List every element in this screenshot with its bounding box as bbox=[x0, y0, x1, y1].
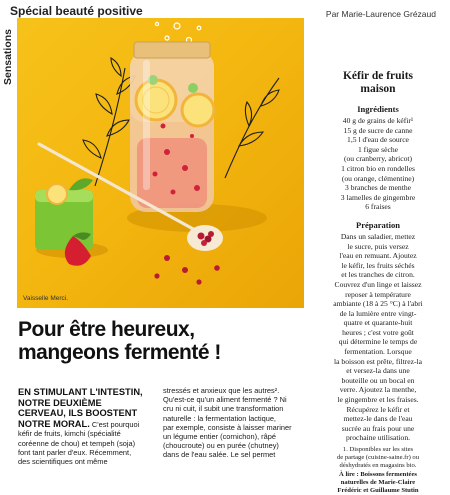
body-line: coréenne de chou) et tempeh (soja) bbox=[18, 438, 136, 448]
lead-line: NOTRE MORAL. bbox=[18, 418, 90, 429]
recipe-title bbox=[309, 70, 447, 96]
ingredient-item: 3 branches de menthe bbox=[345, 183, 411, 193]
ingredient-item: 1 figue sèche bbox=[357, 144, 399, 154]
recipe-sidebar bbox=[309, 70, 447, 495]
body-line: par exemple, consiste à laisser mariner bbox=[163, 422, 292, 432]
ingredient-item: 6 fraises bbox=[365, 202, 391, 212]
lead-line: CERVEAU, ILS BOOSTENT bbox=[18, 408, 138, 419]
kefir-photo bbox=[17, 18, 304, 308]
ingredient-item: (ou cranberry, abricot) bbox=[343, 154, 413, 164]
preparation-line: sucrée au frais pour une bbox=[341, 423, 415, 433]
preparation-line: et versez-la dans une bbox=[346, 366, 410, 376]
lead-line: NOTRE DEUXIÈME bbox=[18, 397, 102, 408]
body-line: naturelle : la fermentation lactique, bbox=[163, 413, 276, 423]
preparation-heading: Préparation bbox=[356, 219, 400, 230]
vertical-section-label bbox=[1, 22, 15, 92]
book-reference-line: Frédéric et Guillaume Stutin bbox=[337, 487, 419, 495]
bubbles bbox=[155, 22, 200, 42]
preparation-line: Récupérez le kéfir et bbox=[346, 404, 410, 414]
preparation-line: qui détermine le temps de bbox=[338, 337, 418, 347]
lead-line: EN STIMULANT L'INTESTIN, bbox=[18, 387, 143, 397]
preparation-line: le kéfir, les fruits séchés bbox=[341, 260, 415, 270]
ingredient-item: 3 lamelles de gingembre bbox=[340, 192, 416, 202]
preparation-line: reposer à température bbox=[345, 289, 411, 299]
headline-line1: Pour être heureux, bbox=[18, 318, 195, 341]
recipe-footnote bbox=[309, 446, 447, 495]
preparation-line: fermentation. Lorsque bbox=[344, 347, 412, 357]
preparation-line: l'eau en remuant. Ajoutez bbox=[339, 251, 417, 261]
body-line: stressés et anxieux que les autres². bbox=[163, 386, 280, 395]
mason-jar bbox=[130, 42, 214, 212]
body-line: font tant parler d'eux. Récemment, bbox=[18, 447, 132, 457]
ingredient-item: 40 g de grains de kéfir¹ bbox=[342, 116, 414, 125]
section-tag: Spécial beauté positive bbox=[10, 4, 143, 18]
photo-credit: Vaisselle Merci. bbox=[23, 295, 69, 302]
preparation-line: heures ; c'est votre goût bbox=[342, 327, 414, 337]
lead-final-line bbox=[18, 419, 151, 430]
article-headline bbox=[18, 318, 308, 364]
footnote-line: 1. Disponibles sur les sites bbox=[342, 446, 414, 453]
footnote-line: déshydratés en magasins bio. bbox=[339, 462, 417, 470]
author-byline: Par Marie-Laurence Grézaud bbox=[325, 9, 436, 19]
preparation-text bbox=[309, 232, 447, 443]
preparation-line: mettez-le dans de l'eau bbox=[343, 414, 413, 424]
preparation-line: verre. Ajoutez la menthe, bbox=[339, 385, 417, 395]
ingredients-list bbox=[309, 116, 447, 212]
body-line: cru ni cuit, il subit une transformation bbox=[163, 404, 284, 414]
cranberries bbox=[154, 255, 219, 285]
recipe-title-line2: maison bbox=[360, 83, 396, 95]
ingredient-item: (ou orange, clémentine) bbox=[341, 173, 415, 183]
body-line: des scientifiques ont même bbox=[18, 456, 108, 466]
preparation-line: et les tranches de citron. bbox=[341, 270, 415, 280]
preparation-line: Dans un saladier, mettez bbox=[340, 231, 416, 241]
preparation-line: ambiante (18 à 25 °C) à l'abri bbox=[333, 299, 423, 309]
body-line: kéfir de fruits, kimchi (spécialité bbox=[18, 429, 121, 439]
article-column-2 bbox=[163, 386, 303, 460]
kefir-photo-illustration bbox=[17, 18, 304, 308]
preparation-line: de la lumière entre vingt- bbox=[339, 308, 417, 318]
preparation-line: la boisson est prête, filtrez-la bbox=[334, 356, 422, 366]
body-line: dans de l'eau salée. Le sel permet bbox=[163, 450, 276, 460]
leaf-sketch-right bbox=[225, 78, 279, 178]
ingredient-item: 1,5 l d'eau de source bbox=[347, 135, 409, 145]
preparation-line: le sucre, puis versez bbox=[347, 241, 409, 251]
body-line: Qu'est-ce qu'un aliment fermenté ? Ni bbox=[163, 395, 287, 405]
book-reference-line: naturelles de Marie-Claire bbox=[340, 478, 416, 486]
ingredients-heading: Ingrédients bbox=[357, 104, 399, 114]
ingredient-item: 15 g de sucre de canne bbox=[343, 125, 413, 135]
preparation-line: le gingembre et les fraises. bbox=[337, 395, 419, 405]
preparation-line: quatre et quarante-huit bbox=[343, 318, 413, 328]
ingredient-item: 1 citron bio en rondelles bbox=[341, 163, 415, 173]
preparation-line: Couvrez d'un linge et laissez bbox=[334, 279, 422, 289]
headline-line2: mangeons fermenté ! bbox=[18, 341, 221, 364]
leaf-sketch-left bbox=[83, 58, 135, 186]
vertical-label-text: Sensations bbox=[2, 28, 14, 86]
recipe-title-line1: Kéfir de fruits bbox=[342, 70, 414, 82]
body-line: (choucroute) ou en purée (chutney) bbox=[163, 441, 279, 451]
preparation-line: prochaine utilisation. bbox=[345, 433, 411, 443]
footnote-line: de partage (cuisine-saine.fr) ou bbox=[336, 454, 420, 462]
body-line: un légume entier (cornichon), râpé bbox=[163, 432, 276, 442]
book-reference-line: À lire : Boissons fermentées bbox=[339, 470, 417, 478]
body-text-start: C'est pourquoi bbox=[89, 419, 140, 429]
article-column-1 bbox=[18, 387, 151, 466]
preparation-line: bouteille ou un bocal en bbox=[341, 375, 415, 385]
